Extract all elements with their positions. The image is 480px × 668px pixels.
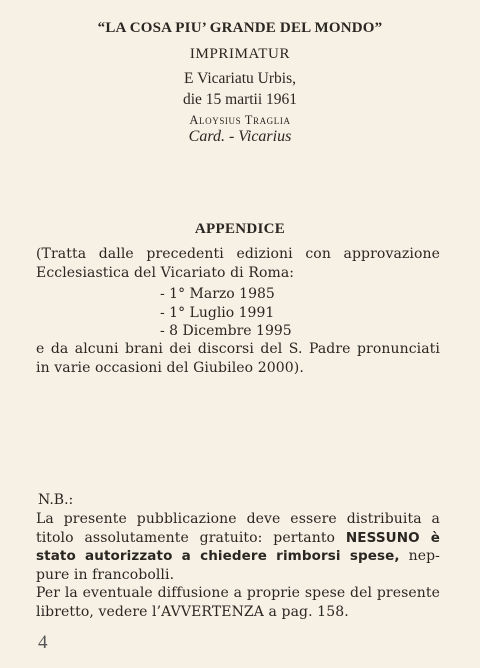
edition-date: - 1° Marzo 1985 [160, 286, 275, 302]
signatory-role: Card. - Vicarius [188, 128, 292, 145]
imprimatur-heading: IMPRIMATUR [189, 46, 291, 62]
nota-bene-label: N.B.: [38, 492, 74, 508]
signatory-name: Aloysius Traglia [189, 113, 291, 127]
appendix-closing: e da alcuni brani dei discorsi del S. Padre pronunciati in varie occasioni del Giubileo 2000). [36, 341, 440, 376]
edition-dates [160, 285, 292, 341]
vicariate-line: E Vicariatu Urbis, [184, 70, 296, 87]
appendix-intro: (Tratta dalle precedenti edizioni con approvazione Ecclesiastica del Vicariato di Roma: [36, 246, 440, 281]
book-title: “LA COSA PIU’ GRANDE DEL MONDO” [97, 20, 383, 36]
imprimatur-date: die 15 martii 1961 [182, 91, 298, 108]
edition-date: - 1° Luglio 1991 [160, 304, 275, 321]
appendix-heading: APPENDICE [194, 221, 286, 237]
diffusion-note: Per la eventuale diffusione a proprie spese del presente libretto, vedere l’AVVERTENZA a pag. 158. [36, 585, 440, 620]
note-text-before: La presente pubblicazione deve essere distribuita a titolo assolutamente gratuito: pertanto [36, 511, 440, 546]
note-text-after: nep-pure in francobolli. [36, 548, 440, 583]
page-number: 4 [38, 632, 48, 653]
edition-date: - 8 Dicembre 1995 [160, 323, 292, 339]
note-bold-warning: NESSUNO è stato autorizzato a chiedere rimborsi spese, [36, 529, 441, 564]
distribution-note [36, 510, 440, 584]
